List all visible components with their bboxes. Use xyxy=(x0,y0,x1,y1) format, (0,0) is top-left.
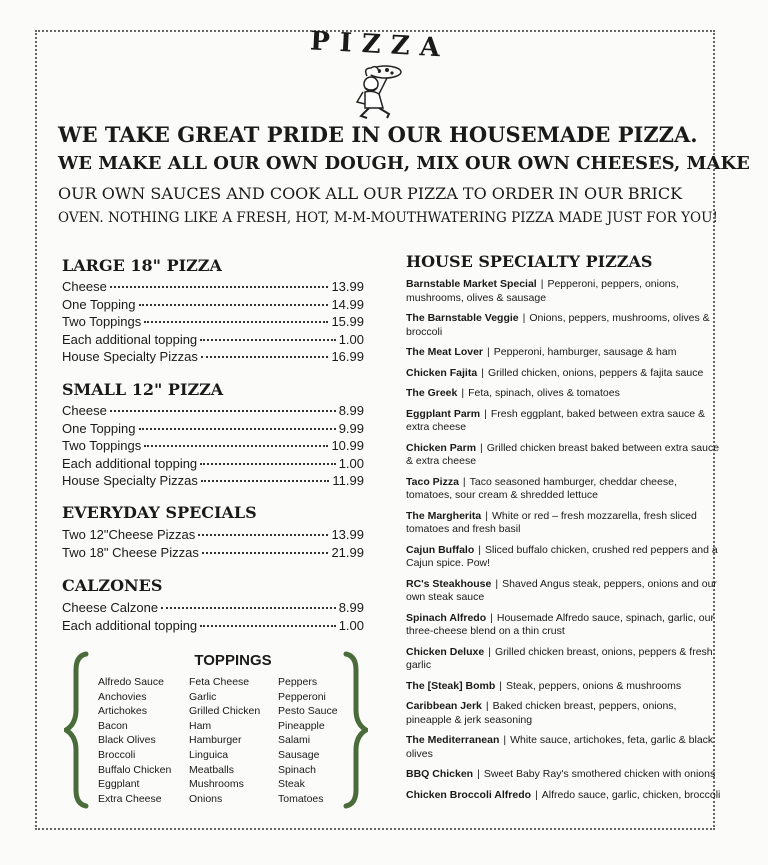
specialty-description: White sauce, artichokes, feta, garlic & black olives xyxy=(406,734,714,760)
specialty-list xyxy=(406,278,724,809)
specialty-description: Alfredo sauce, garlic, chicken, broccoli xyxy=(541,788,721,801)
small-pizza-title: SMALL 12" PIZZA xyxy=(62,380,224,399)
specialty-name: The Meat Lover xyxy=(406,346,484,358)
list-item: Sausage xyxy=(278,748,320,761)
list-item: Linguica xyxy=(189,748,229,761)
list-item xyxy=(406,544,724,571)
list-item xyxy=(406,789,724,803)
separator: | xyxy=(485,509,488,522)
specialty-description: Grilled chicken breast, onions, peppers & fresh garlic xyxy=(406,645,713,671)
specialty-name: Barnstable Market Special xyxy=(406,278,537,290)
specialty-name: Eggplant Parm xyxy=(406,407,481,420)
list-item xyxy=(406,646,724,673)
list-item: Buffalo Chicken xyxy=(98,763,172,776)
specialty-name: BBQ Chicken xyxy=(406,768,474,780)
list-item: Meatballs xyxy=(189,763,234,776)
large-pizza-title: LARGE 18" PIZZA xyxy=(62,256,222,275)
separator: | xyxy=(535,788,538,801)
list-item: Each additional topping 1.00 xyxy=(62,331,364,347)
specialty-description: Onions, peppers, mushrooms, olives & broccoli xyxy=(406,312,710,338)
specialty-name: Chicken Parm xyxy=(406,441,477,454)
list-item: Cheese 13.99 xyxy=(62,279,364,294)
list-item: Anchovies xyxy=(98,690,147,703)
list-item: Salami xyxy=(278,734,311,747)
list-item: Pepperoni xyxy=(278,690,326,703)
specialty-description: White or red – fresh mozzarella, fresh sliced tomatoes and fresh basil xyxy=(406,509,697,535)
list-item xyxy=(406,510,724,537)
specialty-name: Chicken Fajita xyxy=(406,366,478,379)
headline-4: OVEN. NOTHING LIKE A FRESH, HOT, M-M-MOUTHWATERING PIZZA MADE JUST FOR YOU! xyxy=(58,210,718,226)
separator: | xyxy=(499,679,502,692)
separator: | xyxy=(488,645,491,658)
toppings-column-1 xyxy=(98,675,171,806)
list-item xyxy=(406,278,724,305)
separator: | xyxy=(461,387,465,399)
list-item xyxy=(406,408,724,435)
specialty-name: The Margherita xyxy=(406,509,482,522)
separator: | xyxy=(462,475,466,488)
list-item: One Topping 14.99 xyxy=(62,296,364,312)
everyday-specials-title: EVERYDAY SPECIALS xyxy=(62,503,257,522)
separator: | xyxy=(522,312,526,324)
list-item: Feta Cheese xyxy=(189,676,250,688)
everyday-specials-list xyxy=(62,526,364,561)
list-item: Cheese 8.99 xyxy=(62,403,364,418)
specialty-description: Taco seasoned hamburger, cheddar cheese, tomatoes, sour cream & shredded lettuce xyxy=(406,475,677,501)
specialty-description: Steak, peppers, onions & mushrooms xyxy=(506,679,682,692)
specialty-description: Grilled chicken breast baked between extra sauce & extra cheese xyxy=(406,441,720,467)
list-item: Artichokes xyxy=(98,705,148,718)
list-item: Cheese Calzone 8.99 xyxy=(62,600,364,615)
specialty-name: Chicken Deluxe xyxy=(406,645,485,658)
list-item: Each additional topping 1.00 xyxy=(62,455,364,471)
chef-icon xyxy=(345,62,409,122)
left-brace-icon xyxy=(64,650,90,810)
list-item: Each additional topping 1.00 xyxy=(62,617,364,633)
toppings-column-3 xyxy=(278,675,338,806)
separator: | xyxy=(481,366,484,379)
list-item: Black Olives xyxy=(98,734,156,747)
specialty-name: Spinach Alfredo xyxy=(406,611,487,624)
list-item xyxy=(406,367,724,381)
separator: | xyxy=(480,441,483,454)
list-item: Grilled Chicken xyxy=(189,705,261,718)
specialty-name: Taco Pizza xyxy=(406,475,459,488)
separator: | xyxy=(477,768,480,780)
list-item xyxy=(406,734,724,761)
specialty-description: Pepperoni, hamburger, sausage & ham xyxy=(493,346,677,358)
list-item: Alfredo Sauce xyxy=(98,676,164,688)
specialty-name: The Greek xyxy=(406,387,458,399)
specialty-description: Sliced buffalo chicken, crushed red peppers and a Cajun spice. Pow! xyxy=(406,543,718,569)
separator: | xyxy=(495,577,499,590)
list-item: Steak xyxy=(278,778,305,791)
list-item: Onions xyxy=(189,792,223,805)
list-item xyxy=(406,700,724,727)
list-item: Spinach xyxy=(278,763,316,776)
specialty-name: The Mediterranean xyxy=(406,734,500,746)
separator: | xyxy=(478,543,481,556)
list-item: Eggplant xyxy=(98,778,140,791)
list-item: Garlic xyxy=(189,690,217,703)
list-item: Peppers xyxy=(278,676,318,688)
calzones-title: CALZONES xyxy=(62,576,163,595)
specialty-description: Baked chicken breast, peppers, onions, pineapple & jerk seasoning xyxy=(406,700,677,726)
menu-title: PIZZA xyxy=(309,26,451,64)
list-item xyxy=(406,476,724,503)
list-item: Pineapple xyxy=(278,719,325,732)
separator: | xyxy=(484,407,487,420)
separator: | xyxy=(487,346,490,358)
list-item: Ham xyxy=(189,719,212,732)
separator: | xyxy=(503,734,507,746)
list-item xyxy=(406,612,724,639)
specialty-description: Shaved Angus steak, peppers, onions and our own steak sauce xyxy=(406,577,717,603)
separator: | xyxy=(485,700,489,712)
list-item xyxy=(406,387,724,401)
list-item xyxy=(406,312,724,339)
list-item: Two 18" Cheese Pizzas 21.99 xyxy=(62,544,364,560)
list-item: Mushrooms xyxy=(189,778,244,791)
specialty-description: Fresh eggplant, baked between extra sauce & extra cheese xyxy=(406,407,706,433)
large-pizza-list xyxy=(62,278,364,366)
toppings-box xyxy=(70,650,370,810)
list-item: Hamburger xyxy=(189,734,242,747)
specialty-name: The [Steak] Bomb xyxy=(406,679,496,692)
list-item xyxy=(406,442,724,469)
specialty-description: Feta, spinach, olives & tomatoes xyxy=(468,387,620,399)
specialty-name: Chicken Broccoli Alfredo xyxy=(406,788,532,801)
specialty-description: Housemade Alfredo sauce, spinach, garlic, our three-cheese blend on a thin crust xyxy=(406,611,714,637)
headline-1: WE TAKE GREAT PRIDE IN OUR HOUSEMADE PIZZA. xyxy=(58,122,698,147)
list-item: House Specialty Pizzas 11.99 xyxy=(62,473,364,489)
right-brace-icon xyxy=(342,650,368,810)
headline-3: OUR OWN SAUCES AND COOK ALL OUR PIZZA TO ORDER IN OUR BRICK xyxy=(58,184,683,203)
list-item xyxy=(406,680,724,694)
specialty-description: Sweet Baby Ray's smothered chicken with onions xyxy=(483,768,716,780)
list-item: Broccoli xyxy=(98,748,136,761)
list-item: Two 12"Cheese Pizzas 13.99 xyxy=(62,527,364,542)
specialty-name: Cajun Buffalo xyxy=(406,543,475,556)
specialty-name: RC's Steakhouse xyxy=(406,577,492,590)
list-item: House Specialty Pizzas 16.99 xyxy=(62,349,364,365)
specialty-description: Pepperoni, peppers, onions, mushrooms, olives & sausage xyxy=(406,278,679,304)
list-item xyxy=(406,768,724,782)
list-item xyxy=(406,346,724,360)
separator: | xyxy=(540,278,544,290)
calzones-list xyxy=(62,599,364,634)
list-item: Two Toppings 10.99 xyxy=(62,438,364,454)
specialty-description: Grilled chicken, onions, peppers & fajita sauce xyxy=(487,366,704,379)
list-item: Extra Cheese xyxy=(98,792,162,805)
specialty-name: Caribbean Jerk xyxy=(406,700,482,712)
separator: | xyxy=(490,611,493,624)
toppings-column-2 xyxy=(189,675,260,806)
list-item: Pesto Sauce xyxy=(278,705,338,718)
specialty-title: HOUSE SPECIALTY PIZZAS xyxy=(406,252,653,271)
small-pizza-list xyxy=(62,402,364,490)
list-item xyxy=(406,578,724,605)
headline-2: WE MAKE ALL OUR OWN DOUGH, MIX OUR OWN CHEESES, MAKE xyxy=(58,153,750,174)
list-item: Two Toppings 15.99 xyxy=(62,314,364,330)
toppings-title: TOPPINGS xyxy=(194,652,272,669)
list-item: Tomatoes xyxy=(278,792,324,805)
list-item: One Topping 9.99 xyxy=(62,420,364,436)
list-item: Bacon xyxy=(98,719,128,732)
specialty-name: The Barnstable Veggie xyxy=(406,312,519,324)
